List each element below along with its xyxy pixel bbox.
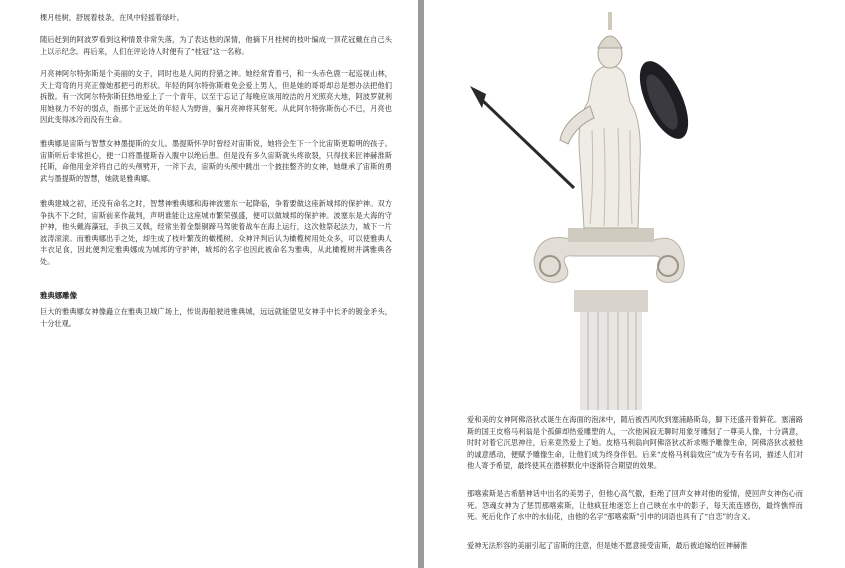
section-heading: 雅典娜雕像 bbox=[40, 291, 77, 300]
right-paragraph-2: 那喀索斯是古希腊神话中出名的美男子，但他心高气傲，拒绝了回声女神对他的爱情，使回声女神伤心而死。怨魂女神为了惩罚那喀索斯，让他疯狂地迷恋上自己映在水中的影子，每天流连感伤，最终憔悴而死。死后化作了水中的水仙花，由他的名字“那喀索斯”引申的词语也具有了“自恋”的含义。 bbox=[467, 489, 803, 522]
athena-statue-image bbox=[464, 10, 694, 410]
right-paragraph-1: 爱和美的女神阿佛洛狄忒诞生在海面的泡沫中，随后被西风吹到塞浦路斯岛，脚下还盛开着鲜花。塞浦路斯的国王皮格马利翁是个孤僻却热爱雕塑的人，一次他闲寂无聊时用象牙雕刻了一尊美人像，十分满意，时时对着它沉思神往，后来竟然爱上了她。皮格马利翁向阿佛洛狄忒祈求赐予雕像生命，阿佛洛狄忒被他的诚意感动，便赋予雕像生命，让他们成为终身伴侣。后来“皮格马利翁效应”成为专有名词，描述人们对他人寄予希望，最终使其在潜移默化中逐渐符合期望的效果。 bbox=[467, 415, 803, 471]
paragraph-6: 巨大的雅典娜女神像矗立在雅典卫城广场上，传说海船驶进雅典城，远远就能望见女神手中长矛的镀金矛头，十分壮观。 bbox=[40, 307, 392, 328]
left-page bbox=[0, 0, 418, 568]
paragraph-1: 棵月桂树，舒展着枝条，在风中轻摇着绿叶。 bbox=[40, 13, 184, 22]
paragraph-3: 月亮神阿尔特弥斯是个美丽的女子，同时也是人间的狩猎之神。她经常背着弓，和一头赤色鹿一起巡视山林，天上弯弯的月亮正像她那把弓的形状。年轻的阿尔特弥斯难免会爱上男人，但是她的哥哥却总是想办法把他们拆散。有一次阿尔特弥斯狂热地爱上了一个青年，以至于忘记了每晚应该用皎洁的月光照亮大地，阿波罗就利用她视力不好的弱点，指那个正远处的年轻人为野兽，骗月亮神将其射死。从此阿尔特弥斯伤心不已，月亮也因此变得冰冷而没有生命。 bbox=[40, 69, 392, 125]
paragraph-2: 随后赶到的阿波罗看到这种情景非常失落，为了表达他的深情，他摘下月桂树的枝叶编成一顶花冠戴在自己头上以示纪念。再后来，人们在评论诗人时便有了“桂冠”这一名称。 bbox=[40, 35, 392, 56]
paragraph-4: 雅典娜是宙斯与智慧女神墨提斯的女儿。墨提斯怀孕时曾经对宙斯说，她将会生下一个比宙斯更聪明的孩子。宙斯听后非常担心，便一口将墨提斯吞入腹中以绝后患。但是没有多久宙斯就头疼欲裂，只得找来匠神赫淮斯托斯，命他用金斧将自己的头颅劈开，一斧下去，宙斯的头颅中跳出一个披挂整齐的女神，她继承了宙斯的勇武与墨提斯的智慧，她就是雅典娜。 bbox=[40, 139, 392, 183]
right-page bbox=[424, 0, 845, 568]
right-paragraph-3: 爱神无法形容的美丽引起了宙斯的注意，但是她不愿意接受宙斯，最后被迫嫁给匠神赫淮 bbox=[467, 541, 748, 550]
paragraph-5: 雅典建城之初，还没有命名之时，智慧神雅典娜和海神波塞东一起降临，争着要做这座新城邦的保护神。双方争执不下之时，宙斯前来作裁判，声明谁能让这座城市繁荣强盛，便可以做城邦的保护神。波塞东是大海的守护神，他头戴海藻冠，手执三叉戟，经常坐着金鬃铜蹄马驾驶着战车在海上运行，这次他祭起法力，城下一片波涛滚滚。而雅典娜出手之处，却生成了枝叶繁茂的橄榄树。众神评判后认为橄榄树用处众多，可以使雅典人丰衣足食，因此便判定雅典娜成为城邦的守护神，城邦的名字也因此被命名为雅典，从此橄榄树并满雅典各处。 bbox=[40, 199, 392, 266]
